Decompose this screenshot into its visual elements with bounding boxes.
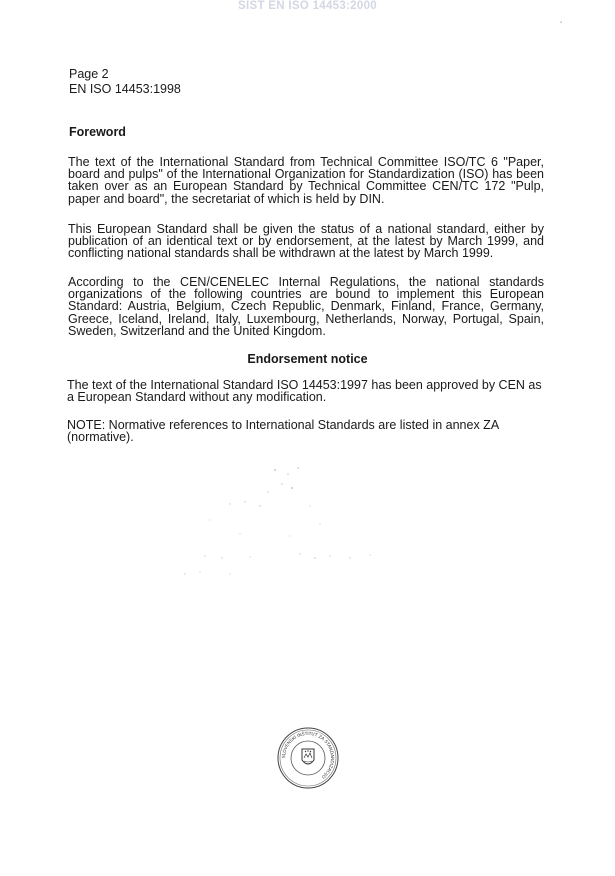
endorsement-paragraph: The text of the International Standard ISO 14453:1997 has been approved by CEN as a European Standard without any modification. <box>67 378 542 405</box>
watermark: SIST EN ISO 14453:2000 <box>238 0 377 12</box>
svg-text:SLOVENSKI INŠTITUT ZA STANDARD: SLOVENSKI INŠTITUT ZA STANDARDIZACIJO <box>281 731 335 779</box>
page-number: Page 2 <box>69 67 109 81</box>
note-paragraph: NOTE: Normative references to International Standards are listed in annex ZA (normative). <box>67 418 499 445</box>
institution-seal <box>277 727 339 789</box>
foreword-paragraph-1: The text of the International Standard from Technical Committee ISO/TC 6 "Paper, board and pulps" of the International Organization for Standardization (ISO) has been taken over as an European Standard by Technical Committee CEN/TC 172 "Pulp, paper and board", the secretariat of which is held by DIN. <box>68 155 544 206</box>
scan-speck: ▪ <box>560 20 563 26</box>
foreword-heading: Foreword <box>69 125 126 139</box>
standard-reference: EN ISO 14453:1998 <box>69 81 181 96</box>
page-header <box>69 67 181 96</box>
scan-smudge <box>170 462 390 582</box>
foreword-paragraph-3: According to the CEN/CENELEC Internal Regulations, the national standards organizations of the following countries are bound to implement this European Standard: Austria, Belgium, Czech Republic, Denmark, Finland, France, Germany, Greece, Iceland, Ireland, Italy, Luxembourg, Netherlands, Norway, Portugal, Spain, Sweden, Switzerland and the United Kingdom. <box>68 275 544 338</box>
endorsement-heading: Endorsement notice <box>247 352 368 366</box>
foreword-paragraph-2: This European Standard shall be given the status of a national standard, either by publication of an identical text or by endorsement, at the latest by March 1999, and conflicting national standards shall be withdrawn at the latest by March 1999. <box>68 222 544 261</box>
